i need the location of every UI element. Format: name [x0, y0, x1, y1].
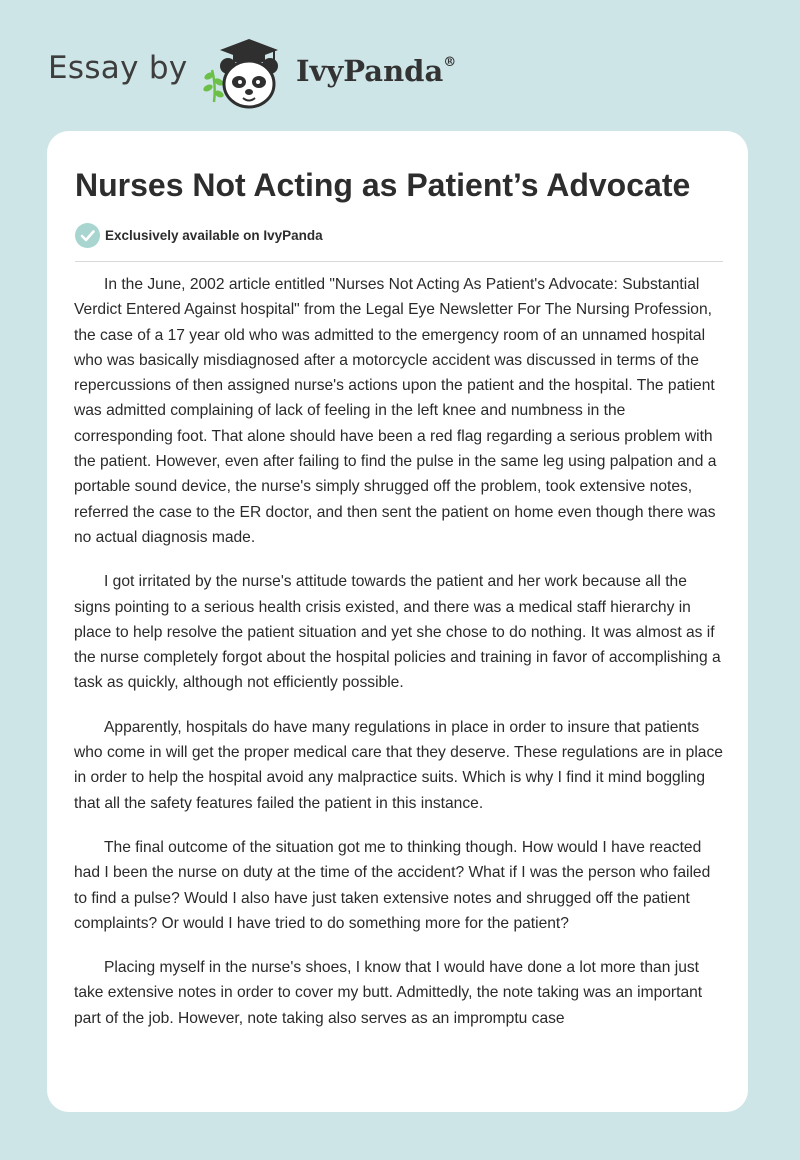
- brand-name-text: IvyPanda: [296, 54, 444, 88]
- essay-paragraph: Apparently, hospitals do have many regulations in place in order to insure that patients who come in will get the proper medical care that they deserve. These regulations are in place in order to help the hospital avoid any malpractice suits. Which is why I find it mind boggling that all the safety features failed the patient in this instance.: [74, 718, 723, 812]
- essay-paragraph: Placing myself in the nurse's shoes, I know that I would have done a lot more than just take extensive notes in order to cover my butt. Admittedly, the note taking was an important part of the job. However, note taking also serves as an impromptu case: [74, 959, 703, 1027]
- check-circle-icon: [75, 223, 100, 248]
- exclusive-badge-label: Exclusively available on IvyPanda: [105, 227, 323, 243]
- essay-paragraph: In the June, 2002 article entitled "Nurses Not Acting As Patient's Advocate: Substantial Verdict Entered Against hospital" from the Legal Eye Newsletter For The Nursing Profession, the case of a 17 year old who was admitted to the emergency room of an unnamed hospital who was basically misdiagnosed after a motorcycle accident was discussed in terms of the repercussions of then assigned nurse's actions upon the patient and the hospital. The patient was admitted complaining of lack of feeling in the left knee and numbness in the corresponding foot. That alone should have been a red flag regarding a serious problem with the patient. However, even after failing to find the pulse in the same leg using palpation and a portable sound device, the nurse's simply shrugged off the problem, took extensive notes, referred the case to the ER doctor, and then sent the patient on home even though there was no actual diagnosis made.: [74, 276, 717, 546]
- brand-name: [296, 54, 456, 88]
- essay-by-label: Essay by: [48, 50, 188, 86]
- title-divider: [75, 261, 723, 262]
- essay-paragraph: The final outcome of the situation got me to thinking though. How would I have reacted had I been the nurse on duty at the time of the accident? What if I was the person who failed to find a pulse? Would I also have just taken extensive notes and shrugged off the patient complaints? Or would I have tried to do something more for the patient?: [74, 838, 711, 932]
- panda-graduation-cap-icon: [200, 32, 292, 112]
- essay-paragraph: I got irritated by the nurse's attitude towards the patient and her work because all the signs pointing to a serious health crisis existed, and there was a medical staff hierarchy in place to help resolve the patient situation and yet she chose to do nothing. It was almost as if the nurse completely forgot about the hospital policies and training in favor of accomplishing a task as quickly, although not efficiently possible.: [74, 573, 721, 692]
- essay-body: [74, 272, 724, 1050]
- site-header: [0, 0, 800, 130]
- essay-title: Nurses Not Acting as Patient’s Advocate: [75, 167, 691, 203]
- essay-card: [47, 131, 748, 1112]
- registered-mark: ®: [443, 55, 457, 71]
- exclusive-badge: [75, 222, 323, 248]
